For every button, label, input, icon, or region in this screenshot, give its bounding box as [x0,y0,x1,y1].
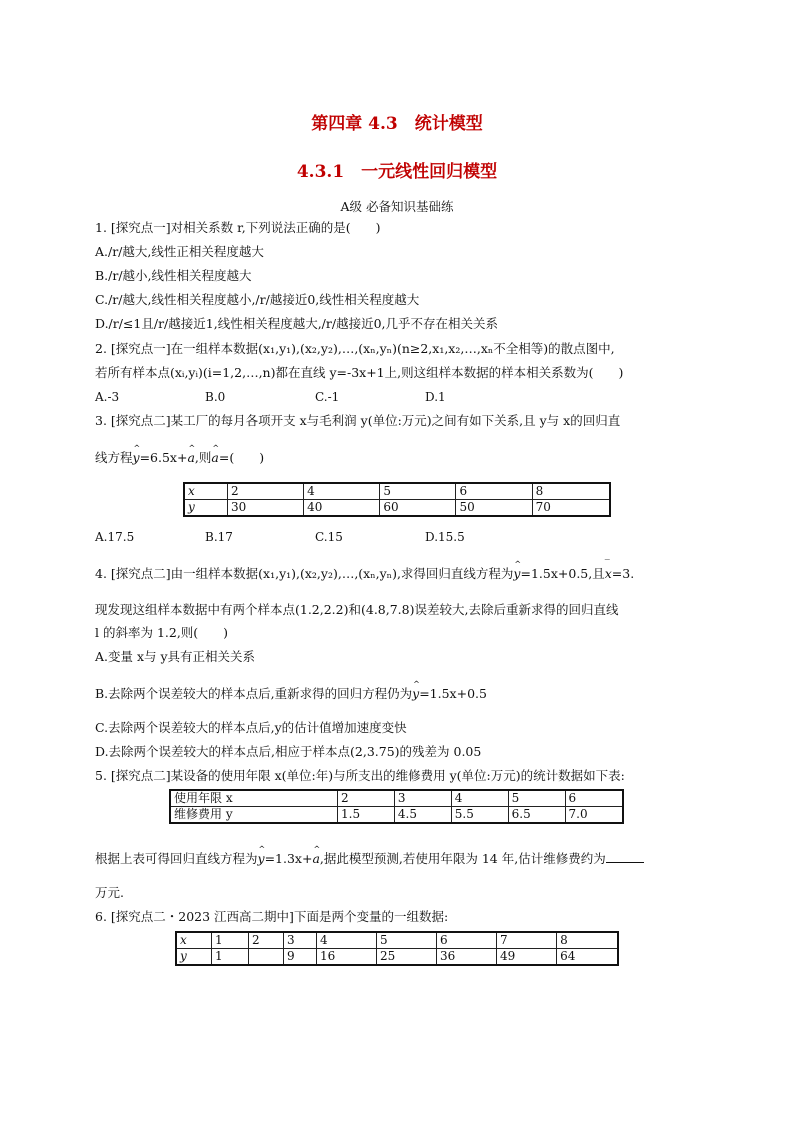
q4-option-a: A.变量 x与 y具有正相关关系 [95,649,256,664]
table-cell: 5 [508,790,565,807]
answer-blank[interactable] [606,850,644,863]
q5-eq: =1.3x+ [264,851,313,866]
q5-text: 根据上表可得回归直线方程为 [95,851,258,866]
table-row [176,932,618,949]
y-hat-symbol: ^ y [412,686,419,701]
q5-data-table [169,789,624,824]
table-cell: 5 [377,932,437,949]
q3-stem-line2 [95,450,264,466]
y-hat-symbol: ^ y [513,566,520,581]
table-cell [249,949,284,966]
table-cell: 维修费用 y [170,807,338,824]
table-cell: 3 [394,790,451,807]
table-cell: 8 [557,932,618,949]
q2-option-d: D.1 [425,390,446,404]
q3-option-d: D.15.5 [425,530,465,544]
q2-option-a: A.-3 [95,390,120,404]
q1-option-c: C./r/越大,线性相关程度越小,/r/越接近0,线性相关程度越大 [95,292,420,307]
q4-option-b-eq: =1.5x+0.5 [419,686,487,701]
q4-option-c: C.去除两个误差较大的样本点后,y的估计值增加速度变快 [95,720,407,735]
chapter-title: 第四章 4.3 统计模型 [311,114,483,134]
table-cell: 40 [304,500,380,517]
table-cell: 1 [212,949,249,966]
table-cell: 36 [437,949,497,966]
table-cell: 9 [284,949,317,966]
y-hat-symbol: ^ y [258,851,265,866]
q4-eq: =1.5x+0.5,且 [520,566,605,581]
table-cell: 4 [304,483,380,500]
table-cell: 50 [456,500,532,517]
q4-text: 4. [探究点二]由一组样本数据(x₁,y₁),(x₂,y₂),…,(xₙ,yₙ),求得回归直线方程为 [95,566,514,581]
q4-option-b-text: B.去除两个误差较大的样本点后,重新求得的回归方程仍为 [95,686,413,701]
q4-stem-line1 [95,566,634,582]
table-cell: y [184,500,228,517]
q6-stem: 6. [探究点二・2023 江西高二期中]下面是两个变量的一组数据: [95,909,449,924]
table-cell: 4 [317,932,377,949]
table-cell: 70 [532,500,610,517]
q5-stem: 5. [探究点二]某设备的使用年限 x(单位:年)与所支出的维修费用 y(单位:万元)的统计数据如下表: [95,768,625,783]
table-cell: 使用年限 x [170,790,338,807]
q2-option-c: C.-1 [315,390,340,404]
table-row [184,500,610,517]
table-cell: 6 [456,483,532,500]
y-hat-symbol: ^ y [133,450,140,465]
q3-option-b: B.17 [205,530,233,544]
table-row [176,949,618,966]
table-cell: x [176,932,212,949]
table-row [170,807,623,824]
table-cell: 1 [212,932,249,949]
q1-option-d: D./r/≤1且/r/越接近1,线性相关程度越大,/r/越接近0,几乎不存在相关关系 [95,316,498,331]
table-cell: 60 [380,500,456,517]
table-cell: 64 [557,949,618,966]
q4-eq-end: =3. [611,566,635,581]
q3-text: 线方程 [95,450,133,465]
q2-option-b: B.0 [205,390,226,404]
q4-stem-line2: 现发现这组样本数据中有两个样本点(1.2,2.2)和(4.8,7.8)误差较大,去除后重新求得的回归直线 [95,602,619,617]
table-cell: 1.5 [338,807,395,824]
table-cell: 7.0 [565,807,623,824]
table-cell: 4 [451,790,508,807]
q3-data-table [183,482,611,517]
table-cell: 3 [284,932,317,949]
q1-option-b: B./r/越小,线性相关程度越大 [95,268,252,283]
q3-eq: =6.5x+ [139,450,188,465]
q6-data-table [175,931,619,966]
q1-option-a: A./r/越大,线性正相关程度越大 [95,244,264,259]
q5-line2 [95,850,644,867]
q4-option-d: D.去除两个误差较大的样本点后,相应于样本点(2,3.75)的残差为 0.05 [95,744,482,759]
level-title: A级 必备知识基础练 [340,199,454,214]
table-cell: 2 [249,932,284,949]
q2-stem-line2: 若所有样本点(xᵢ,yᵢ)(i=1,2,…,n)都在直线 y=-3x+1上,则这组样本数据的样本相关系数为( ) [95,365,624,380]
table-cell: 5.5 [451,807,508,824]
q1-stem: 1. [探究点一]对相关系数 r,下列说法正确的是( ) [95,220,381,235]
table-cell: y [176,949,212,966]
section-title: 4.3.1 一元线性回归模型 [296,162,498,182]
q4-stem-line3: l 的斜率为 1.2,则( ) [95,625,229,640]
a-hat-symbol: ^ a [312,851,319,866]
a-hat-symbol-2: ^ a [211,450,218,465]
q3-eq-end: =( ) [218,450,265,465]
table-cell: 30 [228,500,304,517]
q2-options [95,390,535,404]
table-cell: 7 [497,932,557,949]
table-cell: 25 [377,949,437,966]
q3-option-a: A.17.5 [95,530,135,544]
x-bar-symbol: ‾ x [605,566,612,581]
table-cell: 8 [532,483,610,500]
table-cell: 6 [565,790,623,807]
q3-option-c: C.15 [315,530,343,544]
table-cell: 5 [380,483,456,500]
q3-options [95,530,535,544]
table-cell: x [184,483,228,500]
table-row [170,790,623,807]
table-cell: 2 [228,483,304,500]
table-cell: 16 [317,949,377,966]
table-cell: 2 [338,790,395,807]
table-cell: 4.5 [394,807,451,824]
q3-eq-post: ,则 [194,450,212,465]
table-cell: 49 [497,949,557,966]
q5-text-post: ,据此模型预测,若使用年限为 14 年,估计维修费约为 [319,851,606,866]
q5-line3: 万元. [95,885,124,900]
a-hat-symbol: ^ a [187,450,194,465]
table-cell: 6 [437,932,497,949]
table-cell: 6.5 [508,807,565,824]
q2-stem-line1: 2. [探究点一]在一组样本数据(x₁,y₁),(x₂,y₂),…,(xₙ,yₙ)(n≥2,x₁,x₂,…,xₙ不全相等)的散点图中, [95,341,615,356]
q4-option-b [95,686,487,702]
table-row [184,483,610,500]
q3-stem-line1: 3. [探究点二]某工厂的每月各项开支 x与毛利润 y(单位:万元)之间有如下关系,且 y与 x的回归直 [95,413,621,428]
